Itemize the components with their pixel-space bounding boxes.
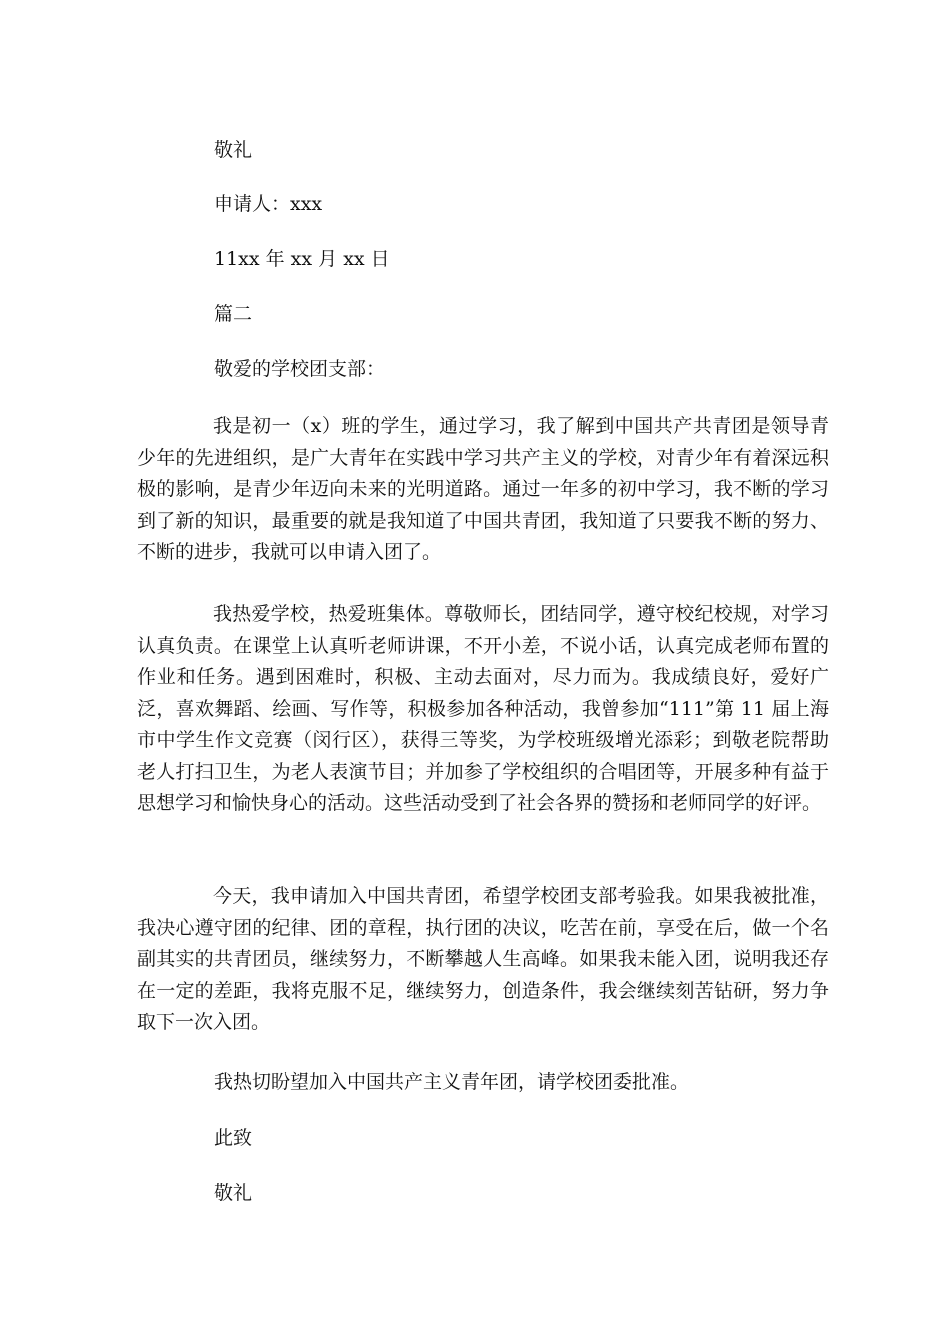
applicant-line: 申请人：xxx <box>214 193 323 215</box>
greeting: 敬爱的学校团支部： <box>214 358 386 380</box>
paragraph-2: 我热爱学校，热爱班集体。尊敬师长，团结同学，遵守校纪校规，对学习认真负责。在课堂上认真听老师讲课，不开小差，不说小话，认真完成老师布置的作业和任务。遇到困难时，积极、主动去面对，尽力而为。我成绩良好，爱好广泛，喜欢舞蹈、绘画、写作等，积极参加各种活动，我曾参加“111”第 11 届上海市中学生作文竞赛（闵行区），获得三等奖，为学校班级增光添彩；到敬老院帮助老人打扫卫生，为老人表演节目；并加参了学校组织的合唱团等，开展多种有益于思想学习和愉快身心的活动。这些活动受到了社会各界的赞扬和老师同学的好评。 <box>137 603 829 814</box>
closing-ci-zhi: 此致 <box>214 1127 253 1149</box>
paragraph-3: 今天，我申请加入中国共青团，希望学校团支部考验我。如果我被批准，我决心遵守团的纪律、团的章程，执行团的决议，吃苦在前，享受在后，做一个名副其实的共青团员，继续努力，不断攀越人生高峰。如果我未能入团，说明我还存在一定的差距，我将克服不足，继续努力，创造条件，我会继续刻苦钻研，努力争取下一次入团。 <box>137 885 829 1033</box>
closing-salute: 敬礼 <box>214 1182 253 1204</box>
section-title: 篇二 <box>214 303 253 325</box>
date-line: 11xx 年 xx 月 xx 日 <box>214 248 390 270</box>
paragraph-1: 我是初一（x）班的学生，通过学习，我了解到中国共产共青团是领导青少年的先进组织，是广大青年在实践中学习共产主义的学校，对青少年有着深远积极的影响，是青少年迈向未来的光明道路。通过一年多的初中学习，我不断的学习到了新的知识，最重要的就是我知道了中国共青团，我知道了只要我不断的努力、不断的进步，我就可以申请入团了。 <box>137 415 829 563</box>
salute-top: 敬礼 <box>214 139 253 161</box>
closing-wish: 我热切盼望加入中国共产主义青年团，请学校团委批准。 <box>214 1071 690 1093</box>
